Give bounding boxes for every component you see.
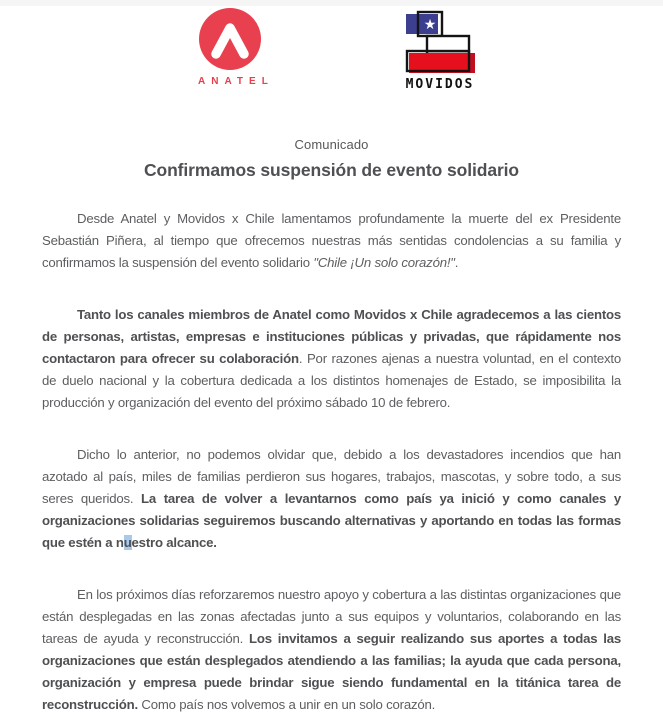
anatel-logo: [192, 8, 274, 87]
text-segment: Dicho lo anterior, no podemos olvidar que, debido a los devastadores incendios que han azotado al país, miles de familias perdieron sus hogares, trabajos, mascotas, y sobre todo, a sus seres queridos.: [42, 447, 621, 506]
body-paragraph-3: [42, 444, 621, 554]
text-segment: Los invitamos a seguir realizando sus aportes a todas las organizaciones que están desplegados atendiendo a las familias; la ayuda que cada persona, organización y empresa puede brindar sigue siendo fundamental en la titánica tarea de reconstrucción.: [42, 631, 621, 712]
text-segment: u: [123, 535, 132, 550]
movidos-wordmark: MOVIDOS: [405, 77, 475, 92]
document-kicker: Comunicado: [294, 137, 369, 152]
text-segment: Como país nos volvemos a unir en un solo corazón.: [137, 697, 436, 712]
movidos-logo: [394, 9, 486, 92]
anatel-circle-mark: [199, 8, 261, 70]
document-title: Confirmamos suspensión de evento solidario: [143, 160, 520, 180]
flag-star-icon: ★: [423, 17, 437, 33]
logo-header: [0, 0, 663, 100]
body-paragraph-4: [42, 584, 621, 715]
document-body: [0, 208, 663, 715]
text-segment: La tarea de volver a levantarnos como país ya inició y como canales y organizaciones solidarias seguiremos buscando alternativas y aportando en todas las formas que estén a n: [42, 491, 621, 550]
text-segment: En los próximos días reforzaremos nuestro apoyo y cobertura a las distintas organizaciones que están desplegadas en las zonas afectadas junto a sus equipos y voluntarios, colaborando en las tareas de ayuda y reconstrucción.: [42, 587, 621, 646]
text-segment: . Por razones ajenas a nuestra voluntad, en el contexto de duelo nacional y la cobertura dedicada a los distintos homenajes de Estado, se imposibilita la producción y organización del evento del próximo sábado 10 de febrero.: [42, 351, 621, 410]
text-segment: "Chile ¡Un solo corazón!": [313, 255, 455, 270]
text-segment: Desde Anatel y Movidos x Chile lamentamos profundamente la muerte del ex Presidente Sebastián Piñera, al tiempo que ofrecemos nuestras más sentidas condolencias a su familia y confirmamos la suspensión del evento solidario: [42, 211, 621, 270]
movidos-flag-icon: [397, 9, 483, 75]
anatel-wordmark: ANATEL: [198, 76, 274, 87]
text-segment: estro alcance.: [131, 535, 217, 550]
body-paragraph-2: [42, 304, 621, 414]
text-segment: Tanto los canales miembros de Anatel como Movidos x Chile agradecemos a las cientos de personas, artistas, empresas e instituciones públicas y privadas, que rápidamente nos contactaron para ofrecer su colaboración: [42, 307, 621, 366]
text-segment: .: [454, 255, 459, 270]
anatel-chevron-icon: [199, 8, 261, 70]
body-paragraph-1: [42, 208, 621, 274]
